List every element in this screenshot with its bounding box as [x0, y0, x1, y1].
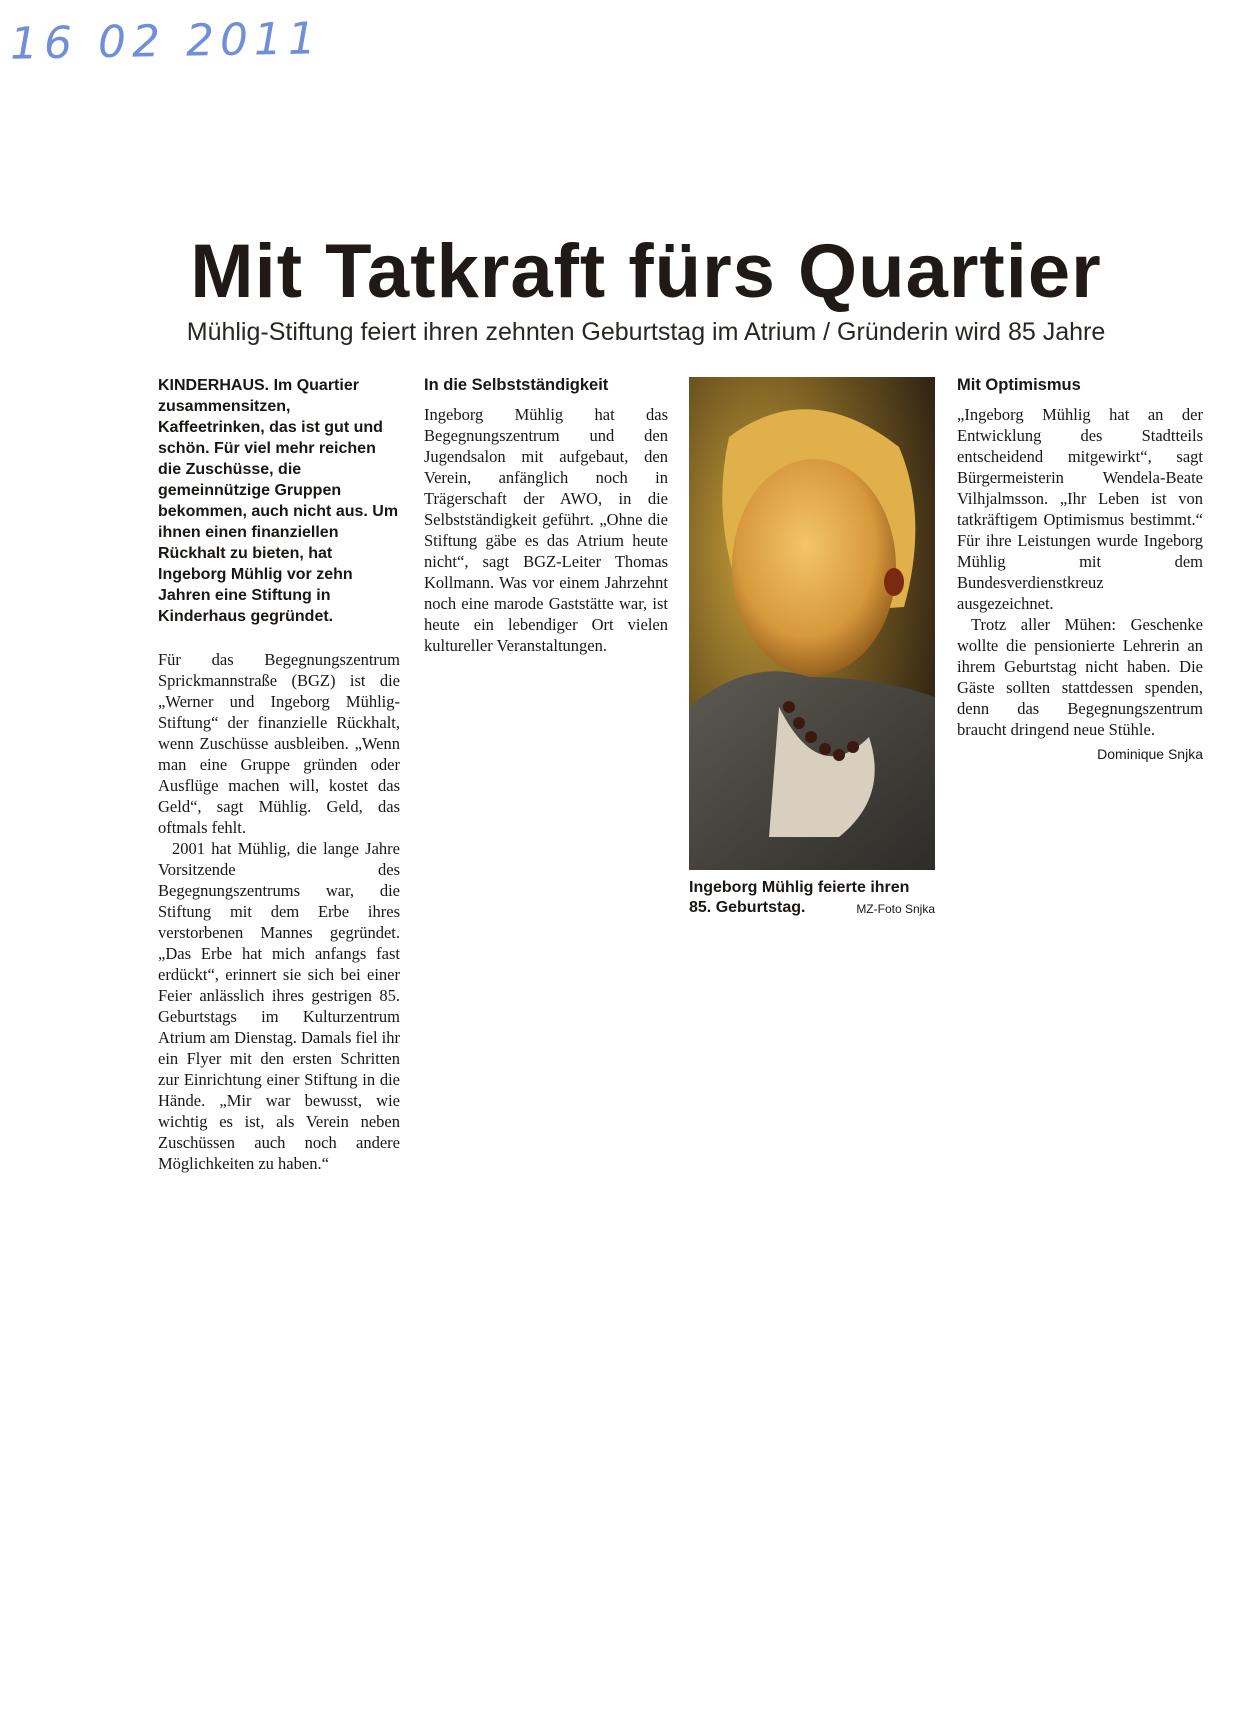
subhead-selbststaendigkeit: In die Selbstständigkeit [424, 376, 609, 394]
article-column-1 [158, 375, 400, 1173]
article-author: Dominique Snjka [1097, 746, 1203, 762]
handwritten-date-stamp: 16 02 2011 [9, 13, 323, 70]
photo-credit: MZ-Foto Snjka [856, 902, 935, 916]
article-subheadline: Mühlig-Stiftung feiert ihren zehnten Geburtstag im Atrium / Gründerin wird 85 Jahre [186, 318, 1106, 346]
article-paragraph-2: 2001 hat Mühlig, die lange Jahre Vorsitzende des Begegnungszentrums war, die Stiftung mit dem Erbe ihres verstorbenen Mannes gegründet. „Das Erbe hat mich anfangs fast erdückt“, erinnert sie sich bei einer Feier anlässlich ihres gestrigen 85. Geburtstags im Kulturzentrum Atrium am Dienstag. Damals fiel ihr ein Flyer mit den ersten Schritten zur Einrichtung einer Stiftung in die Hände. „Mir war bewusst, wie wichtig es ist, als Verein neben Zuschüssen auch noch andere Möglichkeiten zu haben.“ [158, 839, 400, 1173]
article-column-2 [424, 375, 668, 656]
lead-text: Im Quartier zusammensitzen, Kaffeetrinken, das ist gut und schön. Für viel mehr reichen die Zuschüsse, die gemeinnützige Gruppen bekommen, auch nicht aus. Um ihnen einen finanziellen Rückhalt zu bieten, hat Ingeborg Mühlig vor zehn Jahren eine Stiftung in Kinderhaus gegründet. [158, 377, 399, 625]
photo-caption-block [689, 878, 935, 918]
subhead-optimismus: Mit Optimismus [957, 376, 1081, 394]
photo-caption: Ingeborg Mühlig feierte ihren 85. Geburtstag. [689, 879, 910, 916]
article-column-4 [957, 375, 1203, 765]
article-paragraph-5: Trotz aller Mühen: Geschenke wollte die pensionierte Lehrerin an ihrem Geburtstag nicht haben. Die Gäste sollten stattdessen spenden, denn das Begegnungszentrum braucht dringend neue Stühle. [957, 615, 1203, 739]
article-headline: Mit Tatkraft fürs Quartier [190, 229, 1102, 314]
lead-dateline: KINDERHAUS. [158, 377, 270, 394]
portrait-photo [689, 377, 935, 870]
article-lead [158, 375, 400, 627]
portrait-photo-image [689, 377, 935, 870]
article-paragraph-3: Ingeborg Mühlig hat das Begegnungszentrum und den Jugendsalon mit aufgebaut, den Verein, anfänglich noch in Trägerschaft der AWO, in die Selbstständigkeit geführt. „Ohne die Stiftung gäbe es das Atrium heute nicht“, sagt BGZ-Leiter Thomas Kollmann. Was vor einem Jahrzehnt noch eine marode Gaststätte war, ist heute ein lebendiger Ort vielen kultureller Veranstaltungen. [424, 405, 668, 655]
article-paragraph-4: „Ingeborg Mühlig hat an der Entwicklung des Stadtteils entscheidend mitgewirkt“, sagt Bürgermeisterin Wendela-Beate Vilhjalmsson. „Ihr Leben ist von tatkräftigem Optimismus bestimmt.“ Für ihre Leistungen wurde Ingeborg Mühlig mit dem Bundesverdienstkreuz ausgezeichnet. [957, 405, 1203, 613]
article-paragraph-1: Für das Begegnungszentrum Sprickmannstraße (BGZ) ist die „Werner und Ingeborg Mühlig-Stiftung“ der finanzielle Rückhalt, wenn Zuschüsse ausbleiben. „Wenn man eine Gruppe gründen oder Ausflüge machen will, kostet das Geld“, sagt Mühlig. Geld, das oftmals fehlt. [158, 650, 400, 837]
